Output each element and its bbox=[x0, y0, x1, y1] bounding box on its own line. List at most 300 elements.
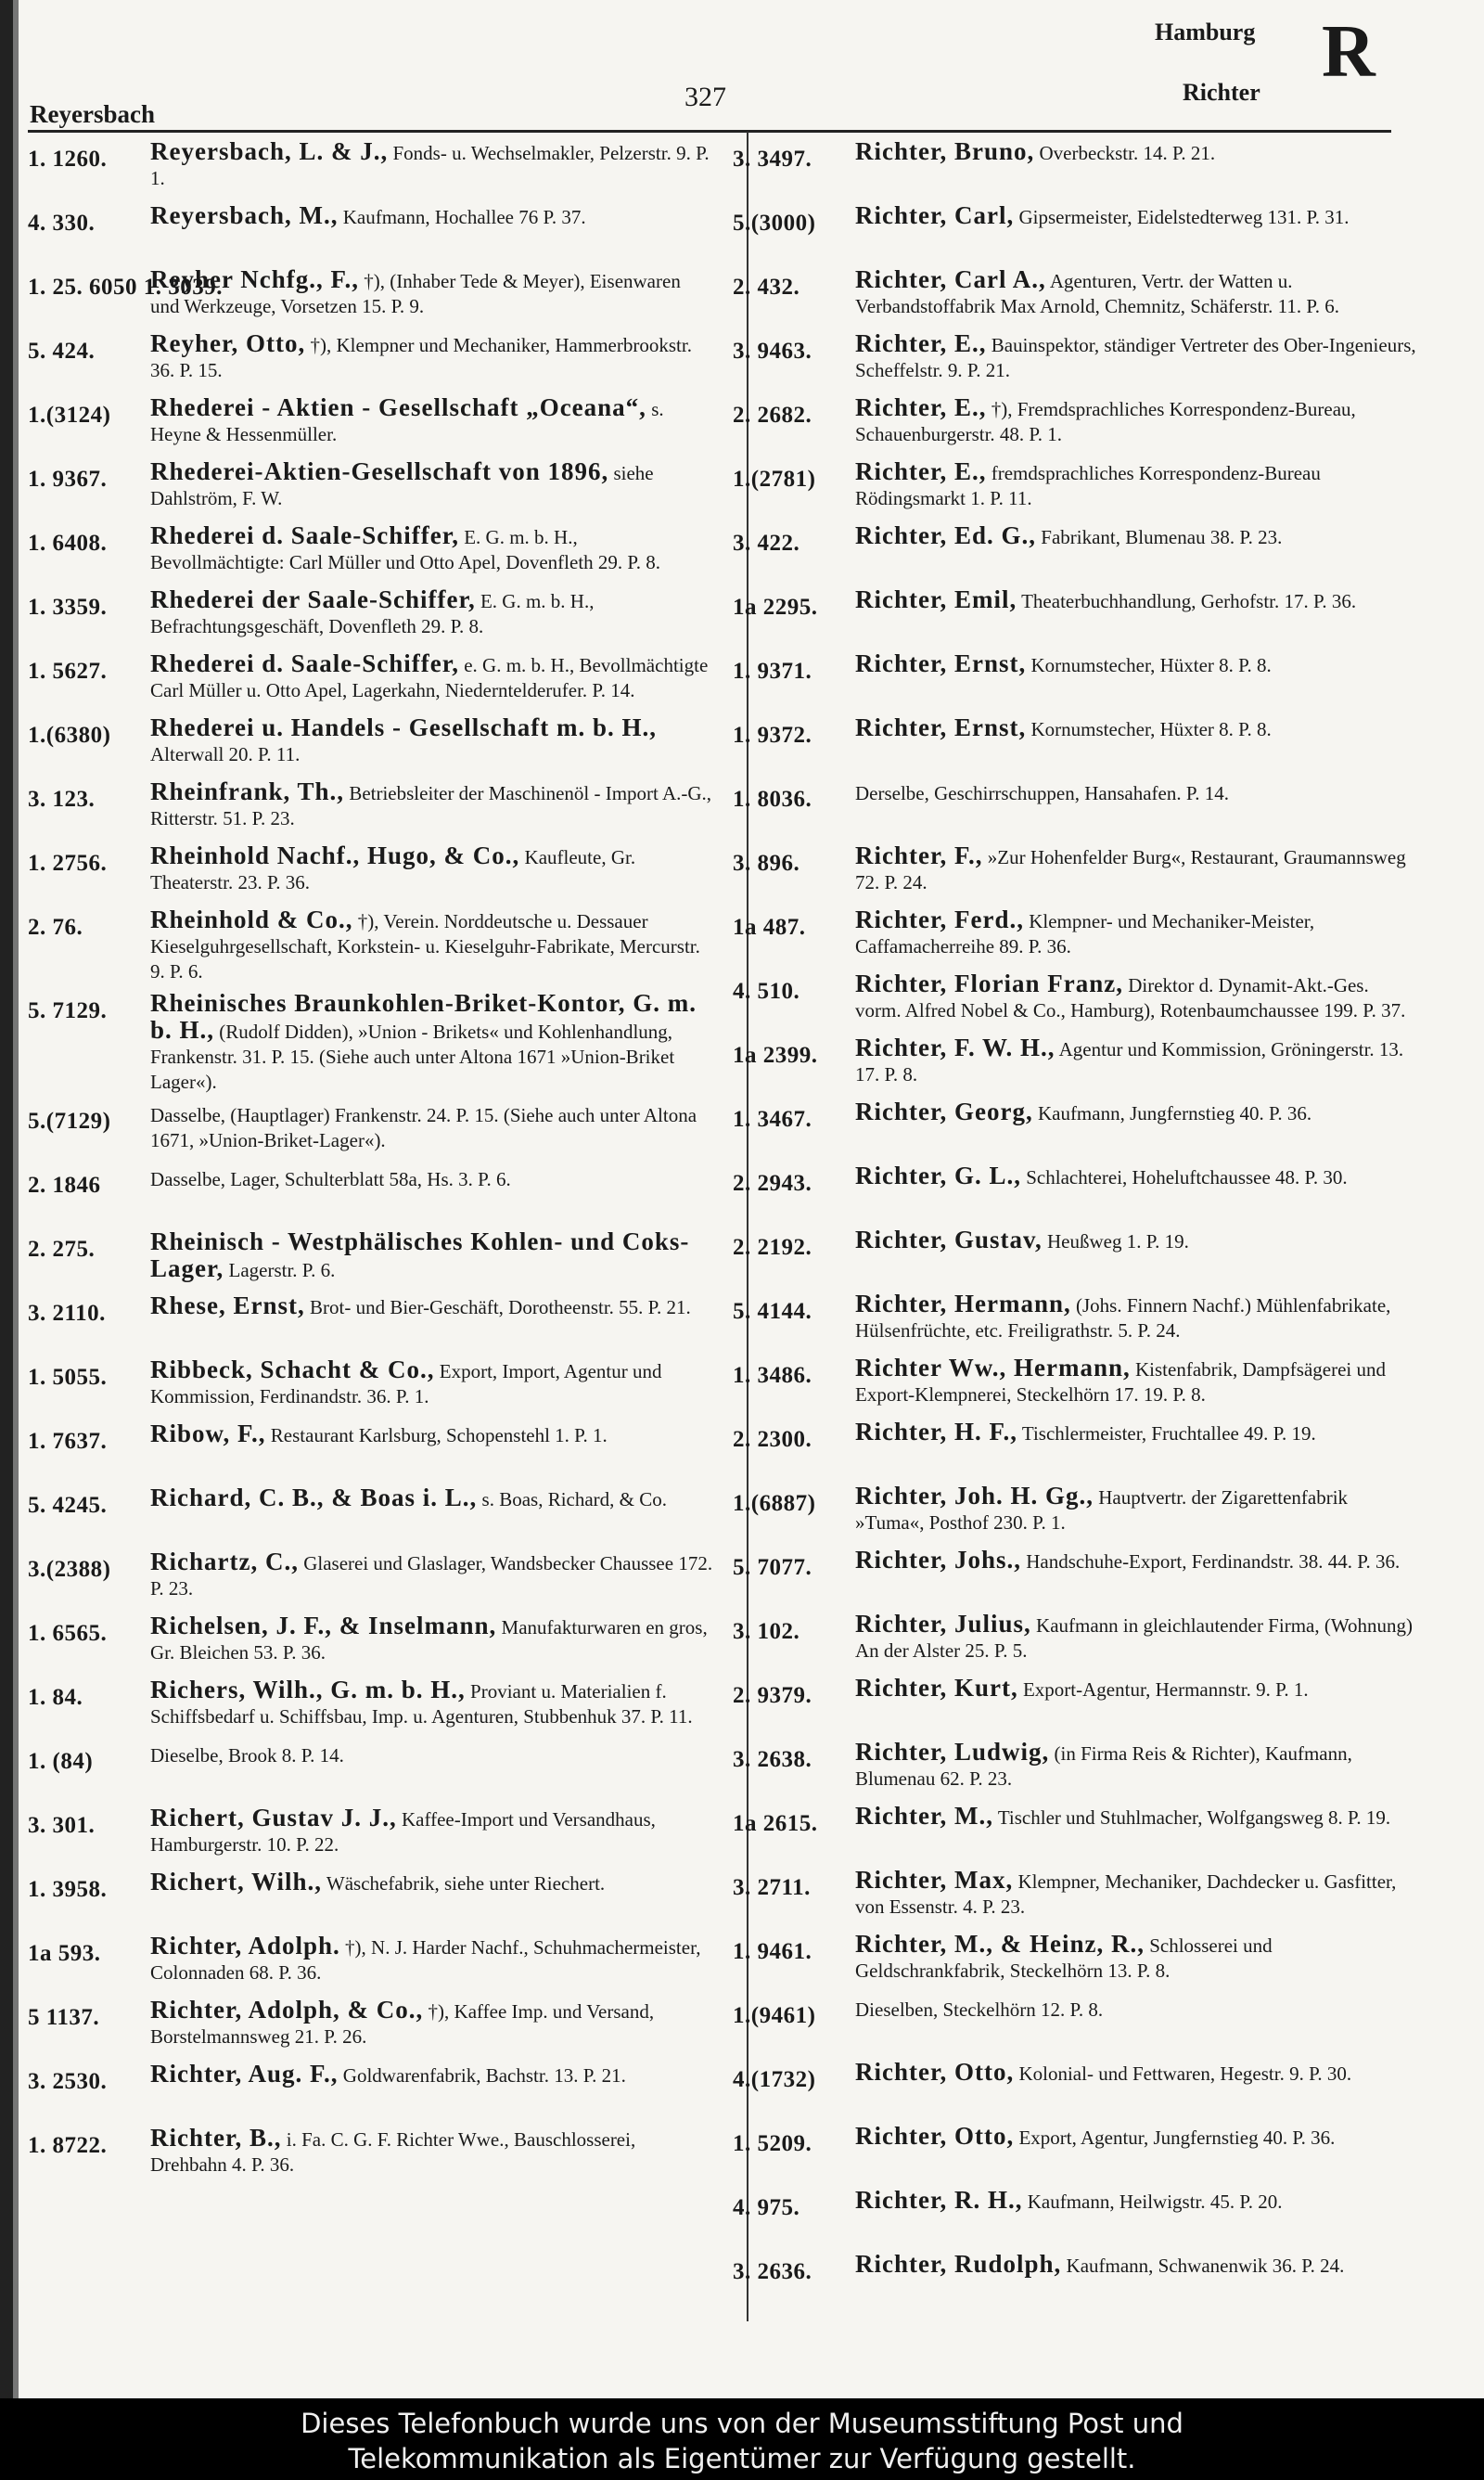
subscriber-details: Glaserei und Glaslager, Wandsbecker Chaussee 172. P. 23. bbox=[150, 1552, 713, 1600]
phone-number: 1. 5055. bbox=[28, 1365, 108, 1390]
subscriber-name: Reyher, Otto, bbox=[150, 329, 306, 357]
directory-entry bbox=[28, 1101, 714, 1159]
entry-text bbox=[150, 1485, 714, 1512]
subscriber-name: Ribbeck, Schacht & Co., bbox=[150, 1356, 435, 1383]
phone-number: 2. 275. bbox=[28, 1237, 96, 1262]
entry-text bbox=[855, 203, 1419, 230]
subscriber-name: Richter, Florian Franz, bbox=[855, 970, 1123, 997]
phone-number: 5.(3000) bbox=[733, 211, 816, 236]
directory-entry bbox=[733, 1996, 1419, 2053]
entry-text bbox=[855, 1996, 1419, 2023]
entry-text bbox=[855, 1484, 1419, 1536]
phone-number: 1.(6380) bbox=[28, 723, 111, 748]
subscriber-details: Agenturen, Vertr. der Watten u. Verbandstoffabrik Max Arnold, Chemnitz, Schäferstr. 11. P. 6. bbox=[855, 270, 1340, 317]
subscriber-name: Richter, R. H., bbox=[855, 2186, 1023, 2214]
subscriber-name: Rhederei-Aktien-Gesellschaft von 1896, bbox=[150, 457, 609, 485]
directory-entry bbox=[733, 459, 1419, 517]
entry-text bbox=[150, 715, 714, 767]
phone-number: 3. 3497. bbox=[733, 147, 812, 172]
entry-text bbox=[150, 331, 714, 383]
subscriber-details: Kolonial- und Fettwaren, Hegestr. 9. P. 30. bbox=[1014, 2062, 1352, 2085]
phone-number: 2. 2192. bbox=[733, 1235, 812, 1260]
phone-number: 3. 422. bbox=[733, 531, 800, 556]
phone-number: 1. 3486. bbox=[733, 1363, 812, 1388]
directory-entry bbox=[28, 267, 714, 325]
subscriber-name: Reyersbach, L. & J., bbox=[150, 137, 389, 165]
directory-entry bbox=[733, 1932, 1419, 1989]
directory-entry bbox=[733, 1099, 1419, 1157]
directory-entry bbox=[28, 1485, 714, 1543]
phone-number: 1. 9372. bbox=[733, 723, 812, 748]
entry-text bbox=[855, 843, 1419, 895]
entry-text bbox=[855, 523, 1419, 550]
subscriber-details: Handschuhe-Export, Ferdinandstr. 38. 44. P. 36. bbox=[1021, 1550, 1401, 1573]
phone-number: 1. (84) bbox=[28, 1749, 94, 1774]
entry-text bbox=[855, 331, 1419, 383]
subscriber-name: Rhederei u. Handels - Gesellschaft m. b. H., bbox=[150, 713, 657, 741]
subscriber-details: Dieselben, Steckelhörn 12. P. 8. bbox=[855, 1998, 1104, 2021]
entry-text bbox=[855, 715, 1419, 742]
directory-entry bbox=[733, 2188, 1419, 2245]
header-city: Hamburg bbox=[1155, 19, 1256, 45]
directory-entry bbox=[28, 1549, 714, 1607]
book-spine bbox=[0, 0, 13, 2398]
directory-entry bbox=[28, 1613, 714, 1671]
subscriber-name: Reyersbach, M., bbox=[150, 201, 339, 229]
subscriber-details: Tischlermeister, Fruchtallee 49. P. 19. bbox=[1017, 1422, 1316, 1445]
subscriber-name: Rheinisch - Westphälisches Kohlen- und Coks-Lager, bbox=[150, 1227, 690, 1282]
directory-entry bbox=[733, 1291, 1419, 1349]
footer-line-2: Telekommunikation als Eigentümer zur Verfügung gestellt. bbox=[348, 2443, 1136, 2474]
subscriber-name: Richter, M., & Heinz, R., bbox=[855, 1930, 1145, 1958]
directory-entry bbox=[28, 2126, 714, 2183]
phone-number: 2. 2300. bbox=[733, 1427, 812, 1452]
phone-number: 4.(1732) bbox=[733, 2067, 816, 2092]
subscriber-details: Klempner, Mechaniker, Dachdecker u. Gasfitter, von Essenstr. 4. P. 23. bbox=[855, 1870, 1397, 1918]
directory-entry bbox=[28, 2062, 714, 2119]
directory-entry bbox=[733, 1804, 1419, 1861]
directory-entry bbox=[733, 1035, 1419, 1093]
phone-number: 1.(3124) bbox=[28, 403, 111, 428]
subscriber-name: Richter, Aug. F., bbox=[150, 2060, 339, 2088]
phone-number: 3. 301. bbox=[28, 1813, 96, 1838]
entry-text bbox=[150, 1293, 714, 1320]
entry-text bbox=[855, 1291, 1419, 1343]
entry-text bbox=[855, 1227, 1419, 1254]
entry-text bbox=[855, 1676, 1419, 1703]
entry-text bbox=[855, 779, 1419, 806]
subscriber-name: Richter, E., bbox=[855, 457, 987, 485]
subscriber-name: Rhederei d. Saale-Schiffer, bbox=[150, 649, 459, 677]
subscriber-name: Richter, Ernst, bbox=[855, 713, 1027, 741]
subscriber-details: Schlosserei und Geldschrankfabrik, Steckelhörn 13. P. 8. bbox=[855, 1934, 1273, 1982]
subscriber-details: (Rudolf Didden), »Union - Brikets« und Kohlenhandlung, Frankenstr. 31. P. 15. (Siehe auch unter Altona 1671 »Union-Briket Lager«). bbox=[150, 1021, 675, 1093]
phone-number: 1. 6408. bbox=[28, 531, 108, 556]
subscriber-details: Export-Agentur, Hermannstr. 9. P. 1. bbox=[1017, 1678, 1309, 1701]
entry-text bbox=[150, 1870, 714, 1896]
entry-text bbox=[150, 1741, 714, 1768]
subscriber-name: Richert, Gustav J. J., bbox=[150, 1804, 397, 1831]
directory-entry bbox=[28, 843, 714, 901]
phone-number: 1. 25. 6050 1. 3039. bbox=[28, 275, 223, 300]
phone-number: 3. 2530. bbox=[28, 2069, 108, 2094]
subscriber-details: (in Firma Reis & Richter), Kaufmann, Blumenau 62. P. 23. bbox=[855, 1742, 1352, 1790]
subscriber-details: fremdsprachliches Korrespondenz-Bureau Rödingsmarkt 1. P. 11. bbox=[855, 462, 1321, 509]
entry-text bbox=[150, 1934, 714, 1985]
subscriber-details: Tischler und Stuhlmacher, Wolfgangsweg 8. P. 19. bbox=[992, 1806, 1391, 1829]
subscriber-name: Richter, Gustav, bbox=[855, 1226, 1043, 1253]
directory-entry bbox=[733, 1484, 1419, 1541]
subscriber-details: Fonds- u. Wechselmakler, Pelzerstr. 9. P. 1. bbox=[150, 142, 710, 189]
footer-notice bbox=[0, 2398, 1484, 2480]
subscriber-name: Rhederei der Saale-Schiffer, bbox=[150, 585, 476, 613]
subscriber-name: Rheinhold & Co., bbox=[150, 906, 353, 933]
subscriber-details: Dieselbe, Brook 8. P. 14. bbox=[150, 1744, 344, 1767]
entry-text bbox=[855, 1548, 1419, 1574]
subscriber-details: Manufakturwaren en gros, Gr. Bleichen 53. P. 36. bbox=[150, 1616, 708, 1664]
directory-entry bbox=[28, 1998, 714, 2055]
directory-entry bbox=[733, 651, 1419, 709]
directory-entry bbox=[733, 1163, 1419, 1221]
directory-entry bbox=[733, 1356, 1419, 1413]
entry-text bbox=[855, 1420, 1419, 1446]
book-spine-shadow bbox=[13, 0, 19, 2398]
subscriber-details: †), Kaffee Imp. und Versand, Borstelmannsweg 21. P. 26. bbox=[150, 2000, 655, 2048]
subscriber-name: Richter, Ed. G., bbox=[855, 521, 1037, 549]
phone-number: 3. 2636. bbox=[733, 2259, 812, 2284]
directory-entry bbox=[733, 1612, 1419, 1669]
subscriber-details: Restaurant Karlsburg, Schopenstehl 1. P. 1. bbox=[265, 1424, 608, 1446]
subscriber-details: Kistenfabrik, Dampfsägerei und Export-Klempnerei, Steckelhörn 17. 19. P. 8. bbox=[855, 1358, 1386, 1406]
phone-number: 3.(2388) bbox=[28, 1557, 111, 1582]
subscriber-name: Richartz, C., bbox=[150, 1548, 299, 1575]
subscriber-details: Export, Import, Agentur und Kommission, Ferdinandstr. 36. P. 1. bbox=[150, 1360, 662, 1407]
subscriber-details: Wäschefabrik, siehe unter Riechert. bbox=[322, 1872, 606, 1895]
subscriber-name: Richter, Georg, bbox=[855, 1098, 1033, 1125]
entry-text bbox=[855, 2124, 1419, 2151]
phone-number: 1. 3958. bbox=[28, 1877, 108, 1902]
entry-text bbox=[855, 1932, 1419, 1984]
phone-number: 3. 9463. bbox=[733, 339, 812, 364]
directory-entry bbox=[28, 459, 714, 517]
phone-number: 1. 5627. bbox=[28, 659, 108, 684]
entry-text bbox=[855, 139, 1419, 166]
subscriber-name: Richter, Ernst, bbox=[855, 649, 1027, 677]
subscriber-name: Richter, F., bbox=[855, 842, 983, 869]
directory-entry bbox=[28, 1229, 714, 1287]
entry-text bbox=[150, 907, 714, 984]
subscriber-details: Lagerstr. P. 6. bbox=[224, 1259, 336, 1281]
entry-text bbox=[150, 203, 714, 230]
directory-entry bbox=[733, 1227, 1419, 1285]
directory-entry bbox=[733, 139, 1419, 197]
subscriber-details: Alterwall 20. P. 11. bbox=[150, 743, 301, 765]
subscriber-name: Ribow, F., bbox=[150, 1420, 266, 1447]
subscriber-details: Schlachterei, Hoheluftchaussee 48. P. 30. bbox=[1021, 1166, 1348, 1189]
directory-entry bbox=[733, 203, 1419, 261]
subscriber-name: Richter, Kurt, bbox=[855, 1674, 1018, 1702]
entry-text bbox=[150, 1805, 714, 1857]
phone-number: 3. 2638. bbox=[733, 1747, 812, 1772]
subscriber-details: (Johs. Finnern Nachf.) Mühlenfabrikate, Hülsenfrüchte, etc. Freiligrathstr. 5. P. 24. bbox=[855, 1294, 1391, 1342]
subscriber-name: Richter, Adolph. bbox=[150, 1932, 340, 1960]
directory-entry bbox=[733, 395, 1419, 453]
subscriber-details: Theaterbuchhandlung, Gerhofstr. 17. P. 36. bbox=[1017, 590, 1357, 612]
subscriber-details: Heußweg 1. P. 19. bbox=[1042, 1230, 1189, 1253]
subscriber-details: Kaffee-Import und Versandhaus, Hamburgerstr. 10. P. 22. bbox=[150, 1808, 656, 1856]
entry-text bbox=[150, 1165, 714, 1192]
entry-text bbox=[150, 1998, 714, 2050]
directory-entry bbox=[28, 907, 714, 984]
phone-number: 1. 1260. bbox=[28, 147, 108, 172]
phone-number: 3. 2711. bbox=[733, 1875, 811, 1900]
phone-number: 5. 7129. bbox=[28, 998, 108, 1023]
right-column bbox=[733, 139, 1419, 2316]
phone-number: 1.(6887) bbox=[733, 1491, 816, 1516]
subscriber-name: Richter, Bruno, bbox=[855, 137, 1035, 165]
subscriber-details: Derselbe, Geschirrschuppen, Hansahafen. P. 14. bbox=[855, 782, 1229, 804]
entry-text bbox=[150, 459, 714, 511]
phone-number: 1. 5209. bbox=[733, 2131, 812, 2156]
subscriber-name: Richter, B., bbox=[150, 2124, 282, 2152]
subscriber-name: Richers, Wilh., G. m. b. H., bbox=[150, 1676, 466, 1703]
subscriber-details: E. G. m. b. H., Befrachtungsgeschäft, Dovenfleth 29. P. 8. bbox=[150, 590, 595, 637]
entry-text bbox=[150, 1101, 714, 1153]
directory-entry bbox=[28, 1677, 714, 1735]
subscriber-details: e. G. m. b. H., Bevollmächtigte Carl Müller u. Otto Apel, Lagerkahn, Niederntelderufer. P. 14. bbox=[150, 654, 709, 701]
subscriber-name: Richter, Ludwig, bbox=[855, 1738, 1050, 1766]
header-rule bbox=[28, 130, 1391, 133]
phone-number: 1a 2295. bbox=[733, 595, 818, 620]
phone-number: 4. 330. bbox=[28, 211, 96, 236]
entry-text bbox=[855, 2188, 1419, 2215]
entry-text bbox=[855, 1099, 1419, 1126]
directory-entry bbox=[28, 1421, 714, 1479]
entry-text bbox=[150, 1613, 714, 1665]
entry-text bbox=[855, 2060, 1419, 2087]
entry-text bbox=[855, 1804, 1419, 1831]
phone-number: 1. 6565. bbox=[28, 1621, 108, 1646]
directory-entry bbox=[28, 779, 714, 837]
entry-text bbox=[855, 395, 1419, 447]
subscriber-details: i. Fa. C. G. F. Richter Wwe., Bauschlosserei, Drehbahn 4. P. 36. bbox=[150, 2128, 636, 2176]
page-number: 327 bbox=[684, 82, 726, 112]
directory-entry bbox=[28, 331, 714, 389]
entry-text bbox=[855, 651, 1419, 678]
directory-entry bbox=[28, 203, 714, 261]
entry-text bbox=[855, 459, 1419, 511]
phone-number: 1a 2399. bbox=[733, 1043, 818, 1068]
directory-entry bbox=[28, 651, 714, 709]
phone-number: 1a 487. bbox=[733, 915, 806, 940]
subscriber-details: Overbeckstr. 14. P. 21. bbox=[1034, 142, 1216, 164]
subscriber-details: Kaufmann, Hochallee 76 P. 37. bbox=[338, 206, 586, 228]
entry-text bbox=[150, 779, 714, 831]
phone-number: 2. 76. bbox=[28, 915, 83, 940]
phone-number: 1. 3359. bbox=[28, 595, 108, 620]
entry-text bbox=[855, 2252, 1419, 2279]
entry-text bbox=[855, 1035, 1419, 1087]
subscriber-details: †), N. J. Harder Nachf., Schuhmachermeister, Colonnaden 68. P. 36. bbox=[150, 1936, 701, 1984]
subscriber-name: Richter, Johs., bbox=[855, 1546, 1022, 1574]
subscriber-name: Richter, Julius, bbox=[855, 1610, 1031, 1638]
directory-entry bbox=[733, 331, 1419, 389]
directory-entry bbox=[733, 2060, 1419, 2117]
entry-text bbox=[150, 523, 714, 575]
phone-number: 1. 8722. bbox=[28, 2133, 108, 2158]
subscriber-details: Kaufmann, Heilwigstr. 45. P. 20. bbox=[1022, 2191, 1283, 2213]
subscriber-name: Rheinhold Nachf., Hugo, & Co., bbox=[150, 842, 520, 869]
entry-text bbox=[150, 1357, 714, 1409]
subscriber-name: Richter, Otto, bbox=[855, 2122, 1015, 2150]
subscriber-details: †), Verein. Norddeutsche u. Dessauer Kieselguhrgesellschaft, Korkstein- u. Kieselguhr-Fabrikate, Mercurstr. 9. P. 6. bbox=[150, 910, 700, 983]
entry-text bbox=[150, 1421, 714, 1448]
directory-entry bbox=[28, 991, 714, 1095]
subscriber-name: Richert, Wilh., bbox=[150, 1868, 323, 1895]
subscriber-details: E. G. m. b. H., Bevollmächtigte: Carl Müller und Otto Apel, Dovenfleth 29. P. 8. bbox=[150, 526, 661, 573]
subscriber-name: Richter, Carl, bbox=[855, 201, 1015, 229]
subscriber-name: Richard, C. B., & Boas i. L., bbox=[150, 1484, 478, 1511]
header-left-keyword: Reyersbach bbox=[30, 100, 155, 128]
subscriber-details: Fabrikant, Blumenau 38. P. 23. bbox=[1036, 526, 1283, 548]
subscriber-details: Bauinspektor, ständiger Vertreter des Ober-Ingenieurs, Scheffelstr. 9. P. 21. bbox=[855, 334, 1416, 381]
phone-number: 5. 7077. bbox=[733, 1555, 812, 1580]
directory-entry bbox=[28, 1357, 714, 1415]
directory-entry bbox=[28, 1741, 714, 1799]
phone-number: 1. 9461. bbox=[733, 1939, 812, 1964]
subscriber-details: Kaufmann, Jungfernstieg 40. P. 36. bbox=[1032, 1102, 1312, 1124]
subscriber-details: s. Boas, Richard, & Co. bbox=[477, 1488, 668, 1510]
subscriber-name: Richter, G. L., bbox=[855, 1162, 1021, 1189]
subscriber-name: Richter, Max, bbox=[855, 1866, 1014, 1894]
phone-number: 2. 9379. bbox=[733, 1683, 812, 1708]
entry-text bbox=[855, 1868, 1419, 1920]
directory-entry bbox=[733, 1868, 1419, 1925]
phone-number: 3. 896. bbox=[733, 851, 800, 876]
phone-number: 4. 510. bbox=[733, 979, 800, 1004]
subscriber-name: Richter, E., bbox=[855, 329, 987, 357]
subscriber-details: Klempner- und Mechaniker-Meister, Caffamacherreihe 89. P. 36. bbox=[855, 910, 1315, 957]
phone-number: 2. 2943. bbox=[733, 1171, 812, 1196]
subscriber-details: †), Klempner und Mechaniker, Hammerbrookstr. 36. P. 15. bbox=[150, 334, 692, 381]
subscriber-name: Richter, Adolph, & Co., bbox=[150, 1996, 424, 2024]
entry-text bbox=[150, 2126, 714, 2178]
subscriber-name: Rhederei - Aktien - Gesellschaft „Oceana“, bbox=[150, 393, 646, 421]
directory-entry bbox=[733, 1676, 1419, 1733]
subscriber-details: †), (Inhaber Tede & Meyer), Eisenwaren und Werkzeuge, Vorsetzen 15. P. 9. bbox=[150, 270, 681, 317]
entry-text bbox=[150, 843, 714, 895]
directory-entry bbox=[733, 779, 1419, 837]
entry-text bbox=[150, 1549, 714, 1601]
directory-entry bbox=[28, 715, 714, 773]
directory-entry bbox=[28, 523, 714, 581]
subscriber-details: Direktor d. Dynamit-Akt.-Ges. vorm. Alfred Nobel & Co., Hamburg), Rotenbaumchaussee 199. P. 37. bbox=[855, 974, 1406, 1022]
subscriber-name: Richter, E., bbox=[855, 393, 987, 421]
subscriber-name: Richter, M., bbox=[855, 1802, 993, 1830]
subscriber-name: Rheinfrank, Th., bbox=[150, 777, 345, 805]
subscriber-details: »Zur Hohenfelder Burg«, Restaurant, Graumannsweg 72. P. 24. bbox=[855, 846, 1406, 893]
left-column bbox=[28, 139, 714, 2190]
phone-number: 3. 123. bbox=[28, 787, 96, 812]
phone-number: 1. 2756. bbox=[28, 851, 108, 876]
directory-entry bbox=[28, 139, 714, 197]
phone-number: 1. 9371. bbox=[733, 659, 812, 684]
subscriber-name: Richter, Ferd., bbox=[855, 906, 1024, 933]
phone-number: 1. 9367. bbox=[28, 467, 108, 492]
subscriber-name: Richter, F. W. H., bbox=[855, 1034, 1055, 1061]
entry-text bbox=[150, 651, 714, 703]
entry-text bbox=[855, 1740, 1419, 1792]
entry-text bbox=[150, 1229, 714, 1283]
phone-number: 2. 2682. bbox=[733, 403, 812, 428]
entry-text bbox=[855, 971, 1419, 1023]
phone-number: 2. 1846 bbox=[28, 1173, 101, 1198]
subscriber-details: Dasselbe, Lager, Schulterblatt 58a, Hs. 3. P. 6. bbox=[150, 1168, 511, 1190]
entry-text bbox=[150, 991, 714, 1095]
subscriber-details: Proviant u. Materialien f. Schiffsbedarf u. Schiffsbau, Imp. u. Agenturen, Stubbenhuk 37. P. 11. bbox=[150, 1680, 693, 1728]
entry-text bbox=[150, 1677, 714, 1729]
subscriber-name: Richter Ww., Hermann, bbox=[855, 1354, 1131, 1381]
directory-entry bbox=[733, 907, 1419, 965]
subscriber-name: Richter, H. F., bbox=[855, 1418, 1017, 1446]
directory-entry bbox=[733, 267, 1419, 325]
directory-entry bbox=[733, 1548, 1419, 1605]
phone-number: 1. 7637. bbox=[28, 1429, 108, 1454]
directory-entry bbox=[28, 1870, 714, 1927]
phone-number: 1. 3467. bbox=[733, 1107, 812, 1132]
directory-entry bbox=[733, 2124, 1419, 2181]
entry-text bbox=[855, 587, 1419, 614]
directory-entry bbox=[733, 587, 1419, 645]
entry-text bbox=[855, 1612, 1419, 1664]
directory-entry bbox=[28, 1165, 714, 1223]
header-letter: R bbox=[1322, 11, 1375, 93]
entry-text bbox=[855, 1163, 1419, 1190]
subscriber-name: Richter, Hermann, bbox=[855, 1290, 1071, 1317]
subscriber-name: Richter, Rudolph, bbox=[855, 2250, 1062, 2278]
subscriber-details: Goldwarenfabrik, Bachstr. 13. P. 21. bbox=[338, 2064, 626, 2087]
subscriber-details: Kaufleute, Gr. Theaterstr. 23. P. 36. bbox=[150, 846, 636, 893]
subscriber-details: Gipsermeister, Eidelstedterweg 131. P. 31. bbox=[1014, 206, 1350, 228]
phone-number: 1.(2781) bbox=[733, 467, 816, 492]
subscriber-details: siehe Dahlström, F. W. bbox=[150, 462, 654, 509]
directory-entry bbox=[28, 1293, 714, 1351]
subscriber-details: Dasselbe, (Hauptlager) Frankenstr. 24. P. 15. (Siehe auch unter Altona 1671, »Union-Briket-Lager«). bbox=[150, 1104, 697, 1151]
footer-line-1: Dieses Telefonbuch wurde uns von der Museumsstiftung Post und bbox=[301, 2408, 1183, 2439]
directory-entry bbox=[733, 971, 1419, 1029]
subscriber-name: Rhederei d. Saale-Schiffer, bbox=[150, 521, 459, 549]
subscriber-details: Betriebsleiter der Maschinenöl - Import A.-G., Ritterstr. 51. P. 23. bbox=[150, 782, 712, 829]
subscriber-details: Agentur und Kommission, Gröningerstr. 13. 17. P. 8. bbox=[855, 1038, 1404, 1086]
directory-entry bbox=[733, 1740, 1419, 1797]
entry-text bbox=[150, 267, 714, 319]
directory-entry bbox=[28, 587, 714, 645]
phone-number: 1a 593. bbox=[28, 1941, 101, 1966]
directory-entry bbox=[28, 395, 714, 453]
phone-number: 5.(7129) bbox=[28, 1109, 111, 1134]
header-right-keyword: Richter bbox=[1183, 79, 1260, 106]
entry-text bbox=[150, 587, 714, 639]
subscriber-name: Rheinisches Braunkohlen-Briket-Kontor, G. m. b. H., bbox=[150, 989, 697, 1044]
entry-text bbox=[855, 907, 1419, 959]
phone-number: 4. 975. bbox=[733, 2195, 800, 2220]
subscriber-details: Hauptvertr. der Zigarettenfabrik »Tuma«, Posthof 230. P. 1. bbox=[855, 1486, 1349, 1534]
directory-entry bbox=[733, 523, 1419, 581]
phone-number: 1. 84. bbox=[28, 1685, 83, 1710]
subscriber-details: s. Heyne & Hessenmüller. bbox=[150, 398, 664, 445]
phone-number: 1. 8036. bbox=[733, 787, 812, 812]
phone-number: 2. 432. bbox=[733, 275, 800, 300]
